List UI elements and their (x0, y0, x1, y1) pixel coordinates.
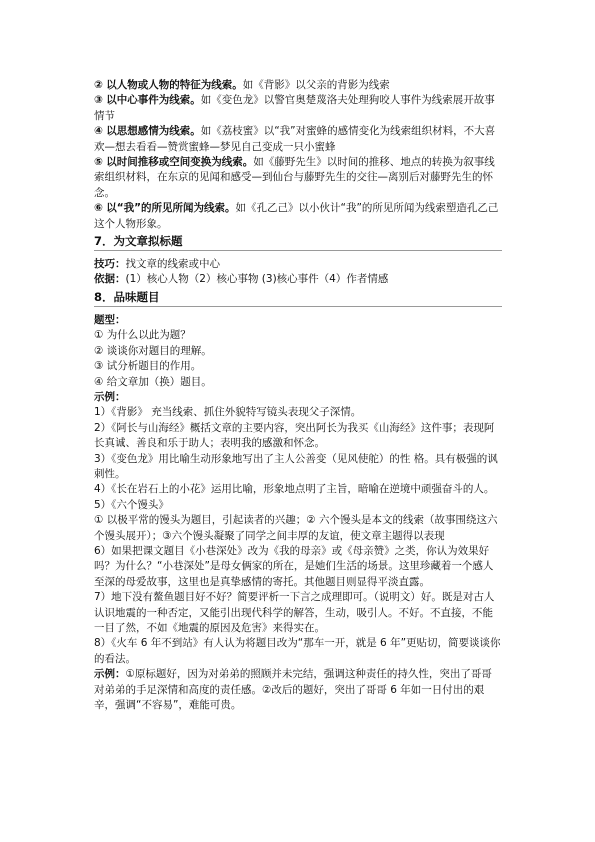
basis-line (94, 272, 502, 287)
example-item: 5）《六个馒头》 (94, 498, 169, 511)
example-item: 8）《火车 6 年不到站》有人认为将题目改为“那车一开，就是 6 年”更贴切，简要谈谈你的看法。 (94, 637, 501, 665)
section-7-title: 7．为文章拟标题 (94, 234, 183, 249)
clue-item (94, 155, 502, 201)
example-item: 4）《长在岩石上的小花》运用比喻，形象地点明了主旨，暗喻在逆境中顽强奋斗的人。 (94, 483, 495, 496)
question-type-item: ④ 给文章加（换）题目。 (94, 375, 212, 388)
clue-text: 如《孔乙己》以小伙计“我”的所见所闻为线索塑造孔乙己这个人物形象。 (94, 202, 499, 230)
clue-item (94, 78, 502, 93)
question-type-item: ② 谈谈你对题目的理解。 (94, 344, 212, 357)
example-item: 3）《变色龙》用比喻生动形象地写出了主人公善变（见风使舵）的性 格。具有极强的讽刺性。 (94, 452, 498, 480)
clue-number: ③ (94, 94, 103, 107)
skill-label: 技巧： (94, 258, 126, 271)
example-list (94, 405, 502, 667)
clue-text: 如《背影》以父亲的背影为线索 (242, 79, 390, 91)
clue-text: 如《变色龙》以警官奥楚蔑洛夫处理狗咬人事件为线索展开故事情节 (94, 94, 495, 122)
clue-number: ⑤ (94, 156, 103, 169)
clue-number: ② (94, 79, 103, 91)
example-item: ① 以极平常的馒头为题目，引起读者的兴趣；② 六个馒头是本文的线索（故事围绕这六个馒头展开）；③六个馒头凝聚了同学之间丰厚的友谊，使文章主题得以表现 (94, 514, 498, 542)
examples-label: 示例： (94, 390, 126, 403)
example-item: 1）《背影》 充当线索、抓住外貌特写镜头表现父子深情。 (94, 406, 362, 419)
clue-item (94, 124, 502, 155)
clue-heading: 以中心事件为线索。 (106, 94, 201, 107)
example-item: 6）如果把课文题目《小巷深处》改为《我的母亲》或《母亲赞》之类，你认为效果好吗？为什么？“小巷深处”是母女俩家的所在，是她们生活的场景。这里珍藏着一个感人至深的母爱故事，这里也是真挚感情的寄托。其他题目则显得平淡直露。 (94, 544, 494, 588)
final-example-label: 示例： (94, 668, 126, 681)
clue-text: 如《荔枝蜜》以“我”对蜜蜂的感情变化为线索组织材料，不大喜欢—想去看看—赞赏蜜蜂—梦见自己变成一只小蜜蜂 (94, 125, 496, 153)
clue-item (94, 93, 502, 124)
question-types-label: 题型： (94, 313, 126, 326)
clue-number: ⑥ (94, 202, 103, 215)
question-type-item: ① 为什么以此为题？ (94, 329, 191, 342)
clue-item (94, 201, 502, 232)
basis-text: (1）核心人物（2）核心事物 (3)核心事件（4）作者情感 (125, 273, 389, 286)
final-example-text: ①原标题好，因为对弟弟的照顾并未完结，强调这种责任的持久性，突出了哥哥对弟弟的手足深情和高度的责任感。②改后的题好，突出了哥哥 6 年如一日付出的艰辛，强调“不容易”，难能可贵。 (94, 668, 492, 712)
basis-label: 依据： (94, 273, 126, 286)
example-item: 2）《阿长与山海经》概括文章的主要内容，突出阿长为我买《山海经》这件事；表现阿长真诚、善良和乐于助人；表明我的感激和怀念。 (94, 421, 495, 450)
final-example (94, 667, 502, 713)
question-type-list (94, 328, 502, 390)
clue-list (94, 78, 502, 232)
skill-text: 找文章的线索或中心 (125, 258, 220, 271)
clue-heading: 以思想感情为线索。 (106, 125, 201, 138)
question-type-item: ③ 试分析题目的作用。 (94, 360, 202, 373)
clue-heading: 以“我”的所见所闻为线索。 (106, 202, 236, 215)
clue-heading: 以人物或人物的特征为线索。 (106, 79, 243, 91)
example-item: 7）地下没有鳌鱼题目好不好？简要评析一下言之成理即可。（说明文）好。既是对古人认识地震的一种否定，又能引出现代科学的解答，生动，吸引人。不好。不直接，不能一目了然，不如《地震的原因及危害》来得实在。 (94, 591, 495, 634)
clue-heading: 以时间推移或空间变换为线索。 (106, 156, 254, 169)
section-8-title: 8．品味题目 (94, 289, 160, 304)
document-page (94, 78, 502, 713)
skill-line (94, 257, 502, 272)
clue-text: 如《藤野先生》以时间的推移、地点的转换为叙事线索组织材料，在东京的见闻和感受—到仙台与藤野先生的交往—离别后对藤野先生的怀念。 (94, 156, 495, 199)
clue-number: ④ (94, 125, 103, 138)
